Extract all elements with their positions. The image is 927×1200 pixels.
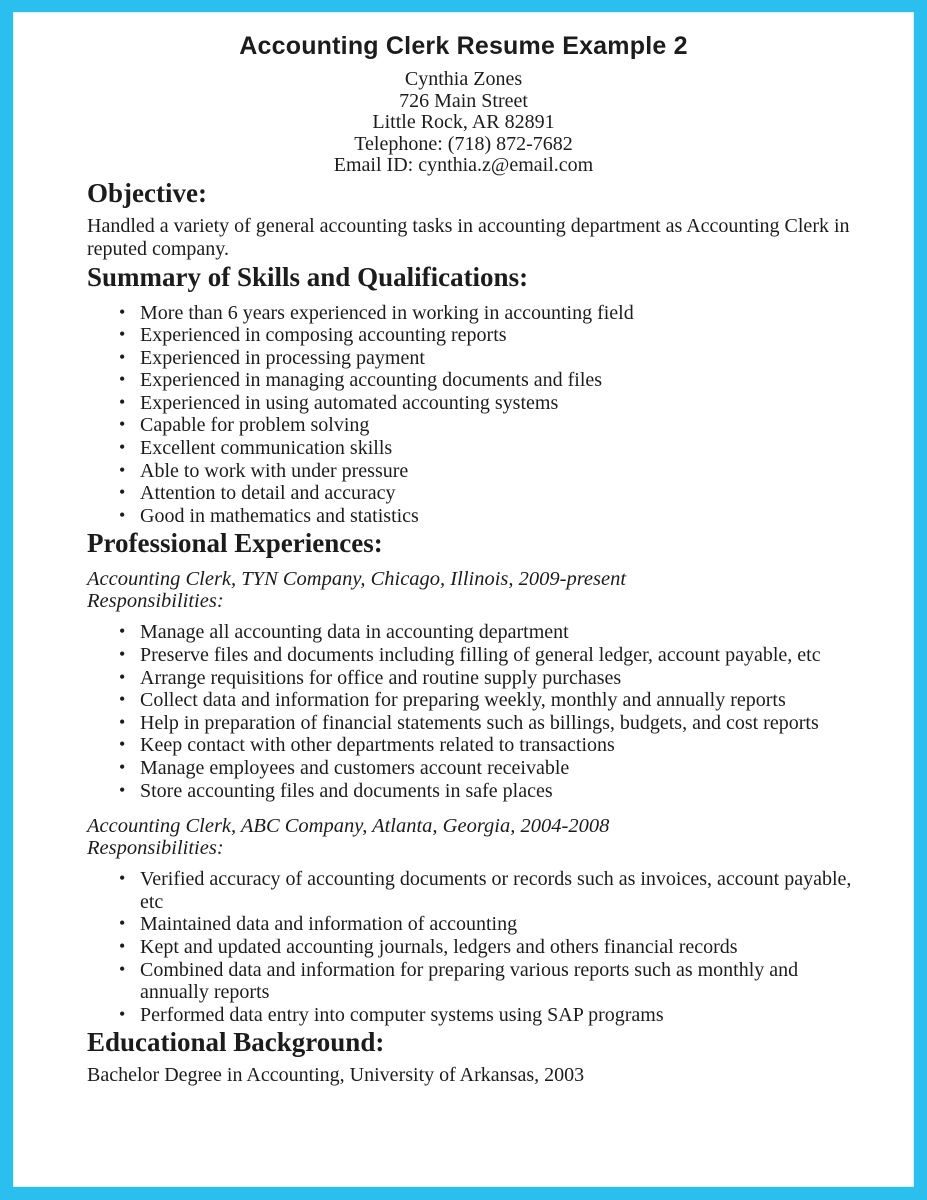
skill-item: • More than 6 years experienced in working in accounting field [118, 302, 864, 325]
skill-item: • Good in mathematics and statistics [118, 505, 864, 528]
contact-block [13, 69, 914, 177]
skill-item: • Capable for problem solving [118, 414, 864, 437]
resume-title: Accounting Clerk Resume Example 2 [239, 32, 688, 60]
skill-item: • Experienced in managing accounting documents and files [118, 369, 864, 392]
job-1-duties-list [118, 621, 864, 802]
contact-email: Email ID: cynthia.z@email.com [333, 154, 594, 176]
skill-item: • Attention to detail and accuracy [118, 482, 864, 505]
duty-item: • Help in preparation of financial statements such as billings, budgets, and cost reports [118, 712, 864, 735]
job-2-duties-list [118, 868, 864, 1026]
objective-text: Handled a variety of general accounting tasks in accounting department as Accounting Clerk in reputed company. [87, 214, 850, 260]
duty-item: • Combined data and information for preparing various reports such as monthly and annually reports [118, 959, 864, 1004]
education-text: Bachelor Degree in Accounting, University of Arkansas, 2003 [87, 1064, 585, 1087]
contact-street: 726 Main Street [399, 89, 528, 112]
duty-item: • Manage employees and customers account receivable [118, 757, 864, 780]
section-education-heading: Educational Background: [87, 1027, 385, 1058]
skills-list [118, 302, 864, 528]
resume-body [13, 177, 914, 1088]
skill-item: • Excellent communication skills [118, 437, 864, 460]
duty-item: • Preserve files and documents including filling of general ledger, account payable, etc [118, 644, 864, 667]
duty-item: • Arrange requisitions for office and routine supply purchases [118, 667, 864, 690]
duty-item: • Collect data and information for preparing weekly, monthly and annually reports [118, 689, 864, 712]
skill-item: • Experienced in using automated accounting systems [118, 392, 864, 415]
resume-header [13, 32, 914, 177]
job-1-title: Accounting Clerk, TYN Company, Chicago, Illinois, 2009-present [87, 568, 627, 591]
duty-item: • Performed data entry into computer systems using SAP programs [118, 1004, 864, 1027]
duty-item: • Kept and updated accounting journals, ledgers and others financial records [118, 936, 864, 959]
contact-phone: Telephone: (718) 872-7682 [354, 132, 573, 155]
duty-item: • Keep contact with other departments related to transactions [118, 734, 864, 757]
job-1-responsibilities-label: Responsibilities: [87, 590, 224, 613]
job-2-responsibilities-label: Responsibilities: [87, 837, 224, 860]
contact-name: Cynthia Zones [404, 68, 523, 90]
resume-page [13, 12, 914, 1187]
section-skills-heading: Summary of Skills and Qualifications: [87, 261, 529, 292]
skill-item: • Experienced in processing payment [118, 347, 864, 370]
duty-item: • Manage all accounting data in accounting department [118, 621, 864, 644]
job-block-1 [87, 568, 864, 802]
duty-item: • Store accounting files and documents in safe places [118, 780, 864, 803]
section-experience-heading: Professional Experiences: [87, 528, 383, 559]
job-block-2 [87, 815, 864, 1026]
duty-item: • Maintained data and information of accounting [118, 913, 864, 936]
skill-item: • Able to work with under pressure [118, 460, 864, 483]
contact-city: Little Rock, AR 82891 [372, 111, 555, 133]
skill-item: • Experienced in composing accounting reports [118, 324, 864, 347]
duty-item: • Verified accuracy of accounting documents or records such as invoices, account payable, etc [118, 868, 864, 913]
job-2-title: Accounting Clerk, ABC Company, Atlanta, Georgia, 2004-2008 [87, 815, 610, 838]
section-objective-heading: Objective: [87, 177, 207, 208]
